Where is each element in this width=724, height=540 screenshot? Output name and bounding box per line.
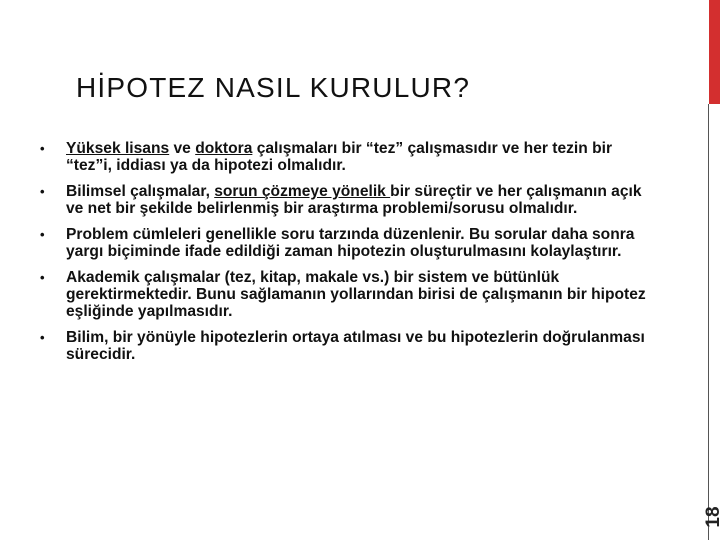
bullet-item-2 bbox=[40, 183, 650, 217]
bullet-text: Akademik çalışmalar (tez, kitap, makale vs.) bir sistem ve bütünlük gerektirmektedir. Bunu sağlamanın yollarından birisi de çalışmanın bir hipotez eşliğinde yapılmasıdır. bbox=[66, 269, 646, 320]
bullet-text: Problem cümleleri genellikle soru tarzında düzenlenir. Bu sorular daha sonra yargı biçiminde ifade edildiği zaman hipotezin oluşturulmasını kolaylaştırır. bbox=[66, 226, 635, 260]
slide-title: HİPOTEZ NASIL KURULUR? bbox=[76, 72, 471, 103]
bullet-item-5 bbox=[40, 329, 650, 363]
bullet-icon: • bbox=[40, 330, 45, 345]
underlined-text: Yüksek lisans bbox=[66, 140, 170, 157]
underlined-text: sorun çözmeye yönelik bbox=[214, 183, 391, 200]
slide-number: 18 bbox=[703, 506, 724, 528]
bullet-item-1 bbox=[40, 140, 650, 174]
bullet-item-4 bbox=[40, 269, 650, 320]
bullet-text: Bilimsel çalışmalar, bbox=[66, 183, 215, 200]
bullet-icon: • bbox=[40, 141, 45, 156]
bullet-item-3 bbox=[40, 226, 650, 260]
bullet-text: bir süreçtir ve her çalışmanın açık ve net bir şekilde belirlenmiş bir araştırma problemi/sorusu olmalıdır. bbox=[66, 183, 642, 217]
bullet-icon: • bbox=[40, 227, 45, 242]
vertical-divider bbox=[708, 104, 709, 540]
bullet-list bbox=[40, 140, 650, 372]
bullet-text: ve bbox=[169, 140, 196, 157]
underlined-text: doktora bbox=[195, 140, 253, 157]
bullet-text: Bilim, bir yönüyle hipotezlerin ortaya atılması ve bu hipotezlerin doğrulanması sürecidir. bbox=[66, 329, 645, 363]
accent-bar bbox=[709, 0, 720, 104]
bullet-icon: • bbox=[40, 184, 45, 199]
bullet-text: çalışmaları bir “tez” çalışmasıdır ve her tezin bir “tez”i, iddiası ya da hipotezi olmalıdır. bbox=[66, 140, 613, 174]
bullet-icon: • bbox=[40, 270, 45, 285]
